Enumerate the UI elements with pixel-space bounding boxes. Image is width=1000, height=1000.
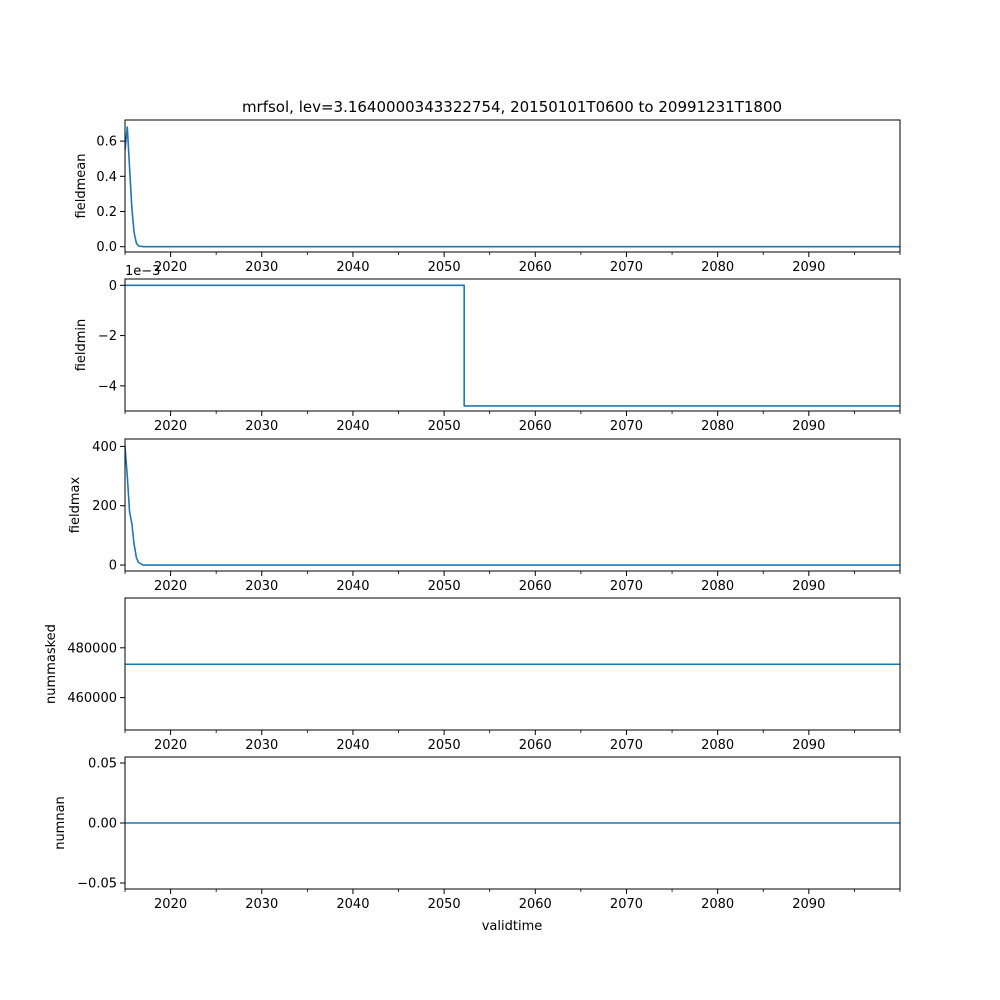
x-tick-label: 2030 — [245, 579, 279, 594]
y-axis-label: fieldmin — [74, 318, 89, 372]
y-axis-label: fieldmax — [68, 476, 83, 534]
x-tick-label: 2080 — [701, 260, 735, 275]
x-tick-label: 2050 — [427, 897, 461, 912]
x-tick-label: 2030 — [245, 897, 279, 912]
x-tick-label: 2090 — [792, 897, 826, 912]
x-tick-label: 2040 — [336, 419, 370, 434]
y-tick-label: 0.0 — [96, 240, 117, 256]
x-tick-label: 2080 — [701, 738, 735, 753]
y-tick-label: 0.00 — [88, 816, 117, 832]
x-tick-label: 2060 — [518, 419, 552, 434]
x-tick-label: 2080 — [701, 419, 735, 434]
y-tick-label: 0 — [108, 558, 117, 574]
y-tick-label: 0.05 — [88, 756, 117, 772]
y-tick-label: 400 — [92, 439, 117, 455]
x-tick-label: 2030 — [245, 419, 279, 434]
x-tick-label: 2090 — [792, 738, 826, 753]
x-tick-label: 2070 — [609, 260, 644, 275]
y-axis-label: numnan — [53, 796, 68, 850]
y-tick-label: −4 — [97, 379, 117, 395]
x-tick-label: 2070 — [609, 897, 644, 912]
x-tick-label: 2070 — [609, 579, 644, 594]
y-axis-label: fieldmean — [74, 153, 89, 219]
x-tick-label: 2040 — [336, 738, 370, 753]
x-tick-label: 2030 — [245, 260, 279, 275]
x-tick-label: 2050 — [427, 260, 461, 275]
x-tick-label: 2080 — [701, 579, 735, 594]
y-tick-label: 460000 — [67, 691, 117, 707]
x-tick-label: 2060 — [518, 579, 552, 594]
x-tick-label: 2070 — [609, 419, 644, 434]
x-tick-label: 2090 — [792, 260, 826, 275]
x-tick-label: 2050 — [427, 738, 461, 753]
x-tick-label: 2040 — [336, 260, 370, 275]
y-tick-label: 0.4 — [96, 169, 117, 185]
x-tick-label: 2080 — [701, 897, 735, 912]
x-tick-label: 2060 — [518, 260, 552, 275]
x-tick-label: 2090 — [792, 579, 826, 594]
x-tick-label: 2020 — [154, 579, 188, 594]
y-tick-label: 480000 — [67, 641, 117, 657]
y-tick-label: 0 — [108, 278, 117, 294]
chart-title: mrfsol, lev=3.1640000343322754, 20150101T0600 to 20991231T1800 — [241, 98, 783, 116]
y-axis-label: nummasked — [44, 624, 59, 704]
y-offset-text: 1e−3 — [125, 264, 161, 279]
y-tick-label: 0.6 — [96, 134, 117, 150]
y-tick-label: −2 — [97, 329, 117, 345]
x-tick-label: 2090 — [792, 419, 826, 434]
x-axis-label: validtime — [481, 919, 543, 934]
y-tick-label: −0.05 — [77, 876, 117, 892]
x-tick-label: 2040 — [336, 897, 370, 912]
x-tick-label: 2040 — [336, 579, 370, 594]
x-tick-label: 2060 — [518, 738, 552, 753]
x-tick-label: 2060 — [518, 897, 552, 912]
x-tick-label: 2070 — [609, 738, 644, 753]
y-tick-label: 0.2 — [96, 205, 117, 221]
y-tick-label: 200 — [92, 499, 117, 515]
x-tick-label: 2020 — [154, 738, 188, 753]
x-tick-label: 2020 — [154, 260, 188, 275]
x-tick-label: 2030 — [245, 738, 279, 753]
x-tick-label: 2050 — [427, 419, 461, 434]
x-tick-label: 2020 — [154, 897, 188, 912]
x-tick-label: 2020 — [154, 419, 188, 434]
x-tick-label: 2050 — [427, 579, 461, 594]
